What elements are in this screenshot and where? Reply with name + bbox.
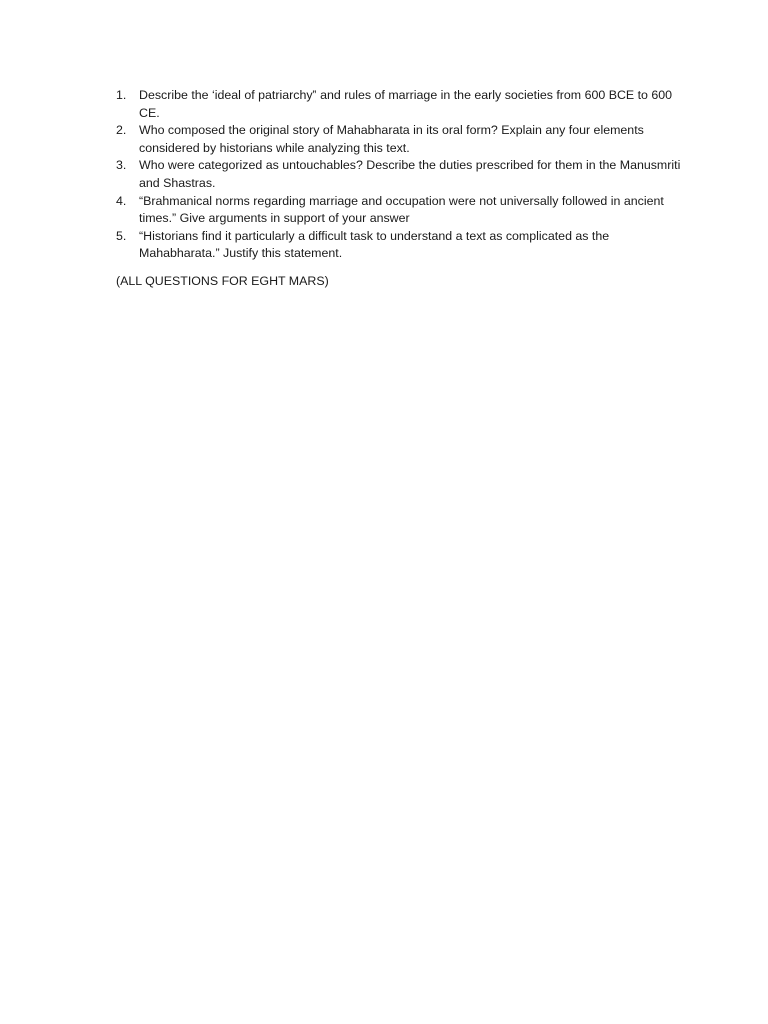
document-content: [116, 87, 682, 291]
question-text: Who composed the original story of Mahabharata in its oral form? Explain any four elements considered by historians while analyzing this text.: [139, 123, 644, 155]
question-text: Who were categorized as untouchables? Describe the duties prescribed for them in the Manusmriti and Shastras.: [139, 158, 681, 190]
question-number: 5.: [116, 228, 127, 243]
question-item: [116, 193, 682, 228]
question-number: 4.: [116, 193, 127, 208]
question-item: [116, 228, 682, 263]
question-item: [116, 122, 682, 157]
marks-note: (ALL QUESTIONS FOR EGHT MARS): [116, 273, 329, 288]
question-text: Describe the ‘ideal of patriarchy‟ and rules of marriage in the early societies from 600 BCE to 600 CE.: [139, 88, 673, 120]
question-item: [116, 157, 682, 192]
question-number: 1.: [116, 88, 127, 102]
question-text: “Brahmanical norms regarding marriage and occupation were not universally followed in ancient times.” Give arguments in support of your answer: [139, 193, 664, 226]
question-number: 2.: [116, 123, 127, 138]
question-list: [116, 87, 682, 263]
question-number: 3.: [116, 158, 127, 173]
question-item: [116, 87, 682, 122]
question-text: “Historians find it particularly a difficult task to understand a text as complicated as the Mahabharata.” Justify this statement.: [139, 228, 610, 261]
